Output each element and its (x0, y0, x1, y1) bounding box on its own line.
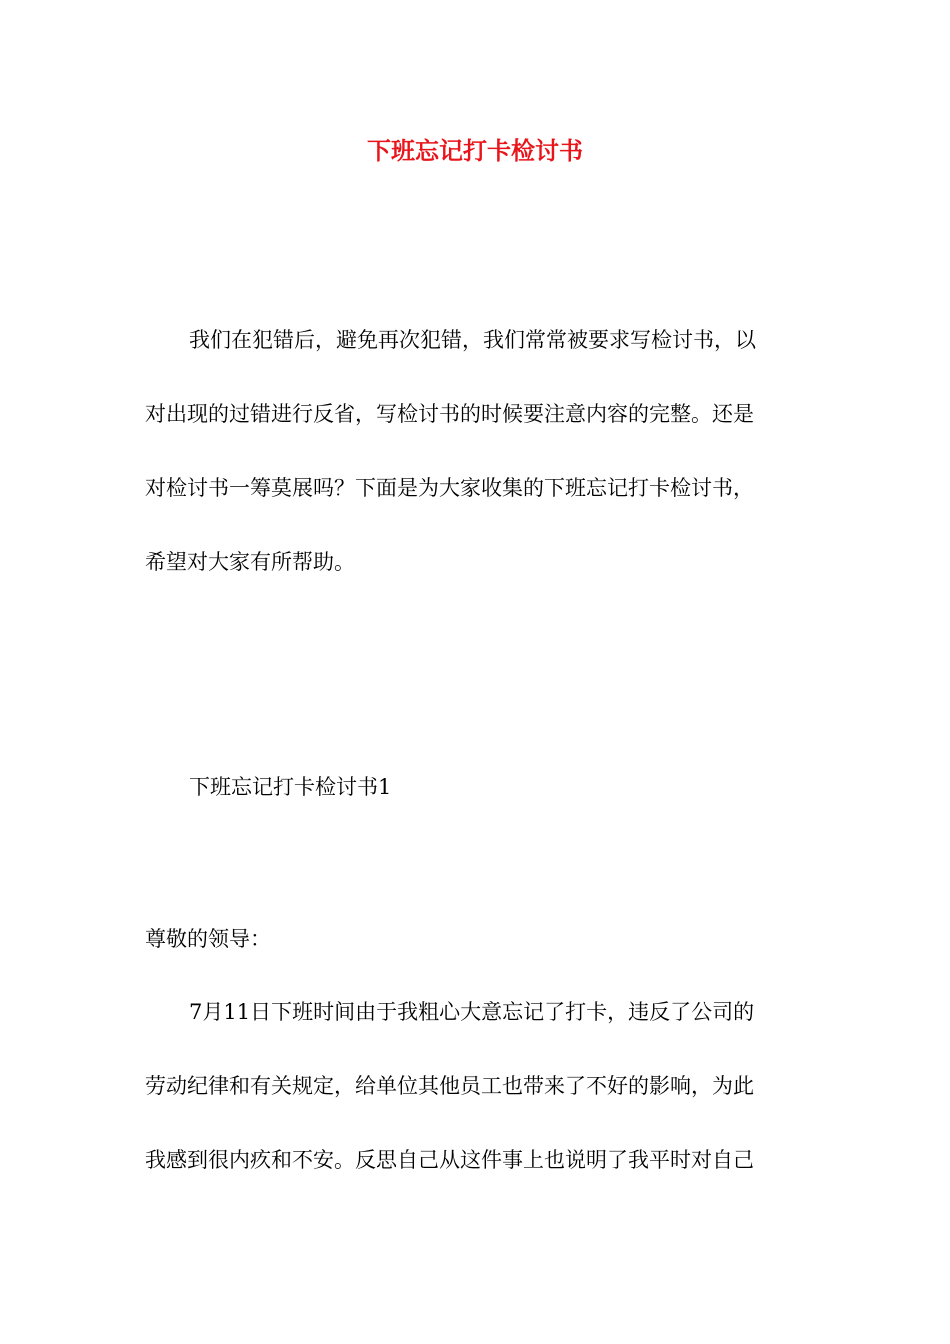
body-line: 我感到很内疚和不安。反思自己从这件事上也说明了我平时对自己 (145, 1148, 754, 1172)
intro-line: 我们在犯错后，避免再次犯错，我们常常被要求写检讨书，以 (189, 328, 756, 352)
document-title: 下班忘记打卡检讨书 (367, 136, 583, 165)
body-paragraph (145, 975, 805, 1197)
salutation: 尊敬的领导： (145, 927, 271, 951)
body-line: 劳动纪律和有关规定，给单位其他员工也带来了不好的影响，为此 (145, 1074, 754, 1098)
intro-line: 对出现的过错进行反省，写检讨书的时候要注意内容的完整。还是 (145, 402, 754, 426)
section-heading: 下班忘记打卡检讨书1 (189, 775, 392, 799)
intro-paragraph (145, 303, 805, 599)
body-line: 7月11日下班时间由于我粗心大意忘记了打卡，违反了公司的 (189, 1000, 755, 1024)
intro-line: 对检讨书一筹莫展吗？下面是为大家收集的下班忘记打卡检讨书， (145, 476, 754, 500)
intro-line: 希望对大家有所帮助。 (145, 550, 355, 574)
